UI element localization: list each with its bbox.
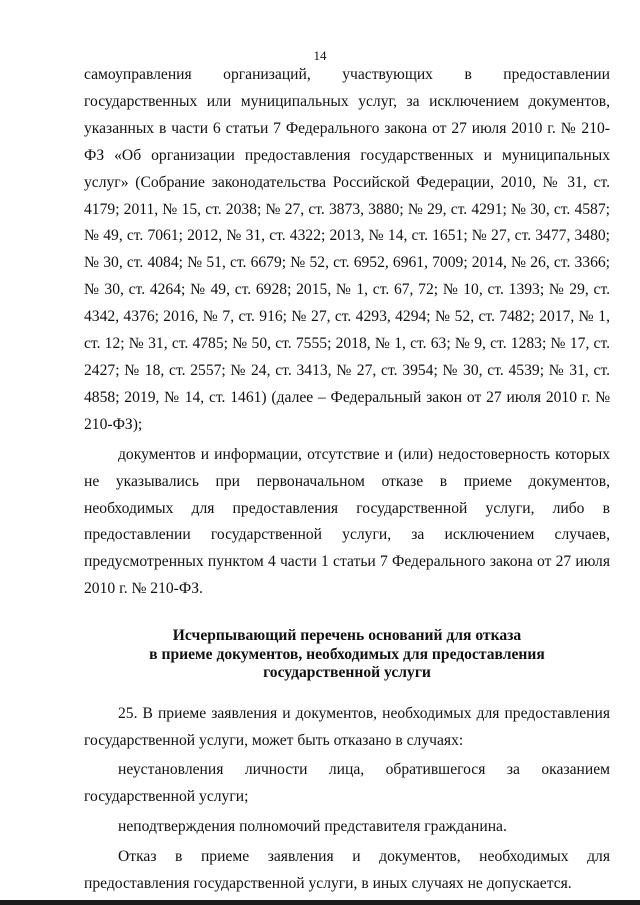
heading-line-3: государственной услуги [263,664,431,682]
heading-line-1: Исчерпывающий перечень оснований для отказа [172,627,522,645]
clause-25-intro: 25. В приеме заявления и документов, необходимых для предоставления государственной услуги, может быть отказано в случаях: [84,704,610,749]
heading-line-2: в приеме документов, необходимых для предоставления [149,645,545,663]
paragraph-continuation: самоуправления организаций, участвующих в предоставлении государственных или муниципальных услуг, за исключением документов, указанных в части 6 статьи 7 Федерального закона от 27 июля 2010 г. № 210-ФЗ «Об организации предоставления государственных и муниципальных услуг» (Собрание законодательства Российской Федерации, 2010, № 31, ст. 4179; 2011, № 15, ст. 2038; № 27, ст. 3873, 3880; № 29, ст. 4291; № 30, ст. 4587; № 49, ст. 7061; 2012, № 31, ст. 4322; 2013, № 14, ст. 1651; № 27, ст. 3477, 3480; № 30, ст. 4084; № 51, ст. 6679; № 52, ст. 6952, 6961, 7009; 2014, № 26, ст. 3366; № 30, ст. 4264; № 49, ст. 6928; 2015, № 1, ст. 67, 72; № 10, ст. 1393; № 29, ст. 4342, 4376; 2016, № 7, ст. 916; № 27, ст. 4293, 4294; № 52, ст. 7482; 2017, № 1, ст. 12; № 31, ст. 4785; № 50, ст. 7555; 2018, № 1, ст. 63; № 9, ст. 1283; № 17, ст. 2427; № 18, ст. 2557; № 24, ст. 3413, № 27, ст. 3954; № 30, ст. 4539; № 31, ст. 4858; 2019, № 14, ст. 1461) (далее – Федеральный закон от 27 июля 2010 г. № 210-ФЗ); [84,66,610,433]
clause-25-item-authority: неподтверждения полномочий представителя гражданина. [118,818,507,836]
document-body [84,62,610,898]
paragraph-documents-and-information: документов и информации, отсутствие и (или) недостоверность которых не указывались при первоначальном отказе в приеме документов, необходимых для предоставления государственной услуги, либо в предоставлении государственной услуги, за исключением случаев, предусмотренных пунктом 4 части 1 статьи 7 Федерального закона от 27 июля 2010 г. № 210-ФЗ. [84,445,610,598]
clause-25-item-identity: неустановления личности лица, обратившегося за оказанием государственной услуги; [84,761,610,806]
page-number: 14 [313,48,327,63]
section-heading [84,603,610,701]
clause-25-closing: Отказ в приеме заявления и документов, необходимых для предоставления государственной услуги, в иных случаях не допускается. [84,848,610,893]
scan-bottom-edge [0,900,640,905]
